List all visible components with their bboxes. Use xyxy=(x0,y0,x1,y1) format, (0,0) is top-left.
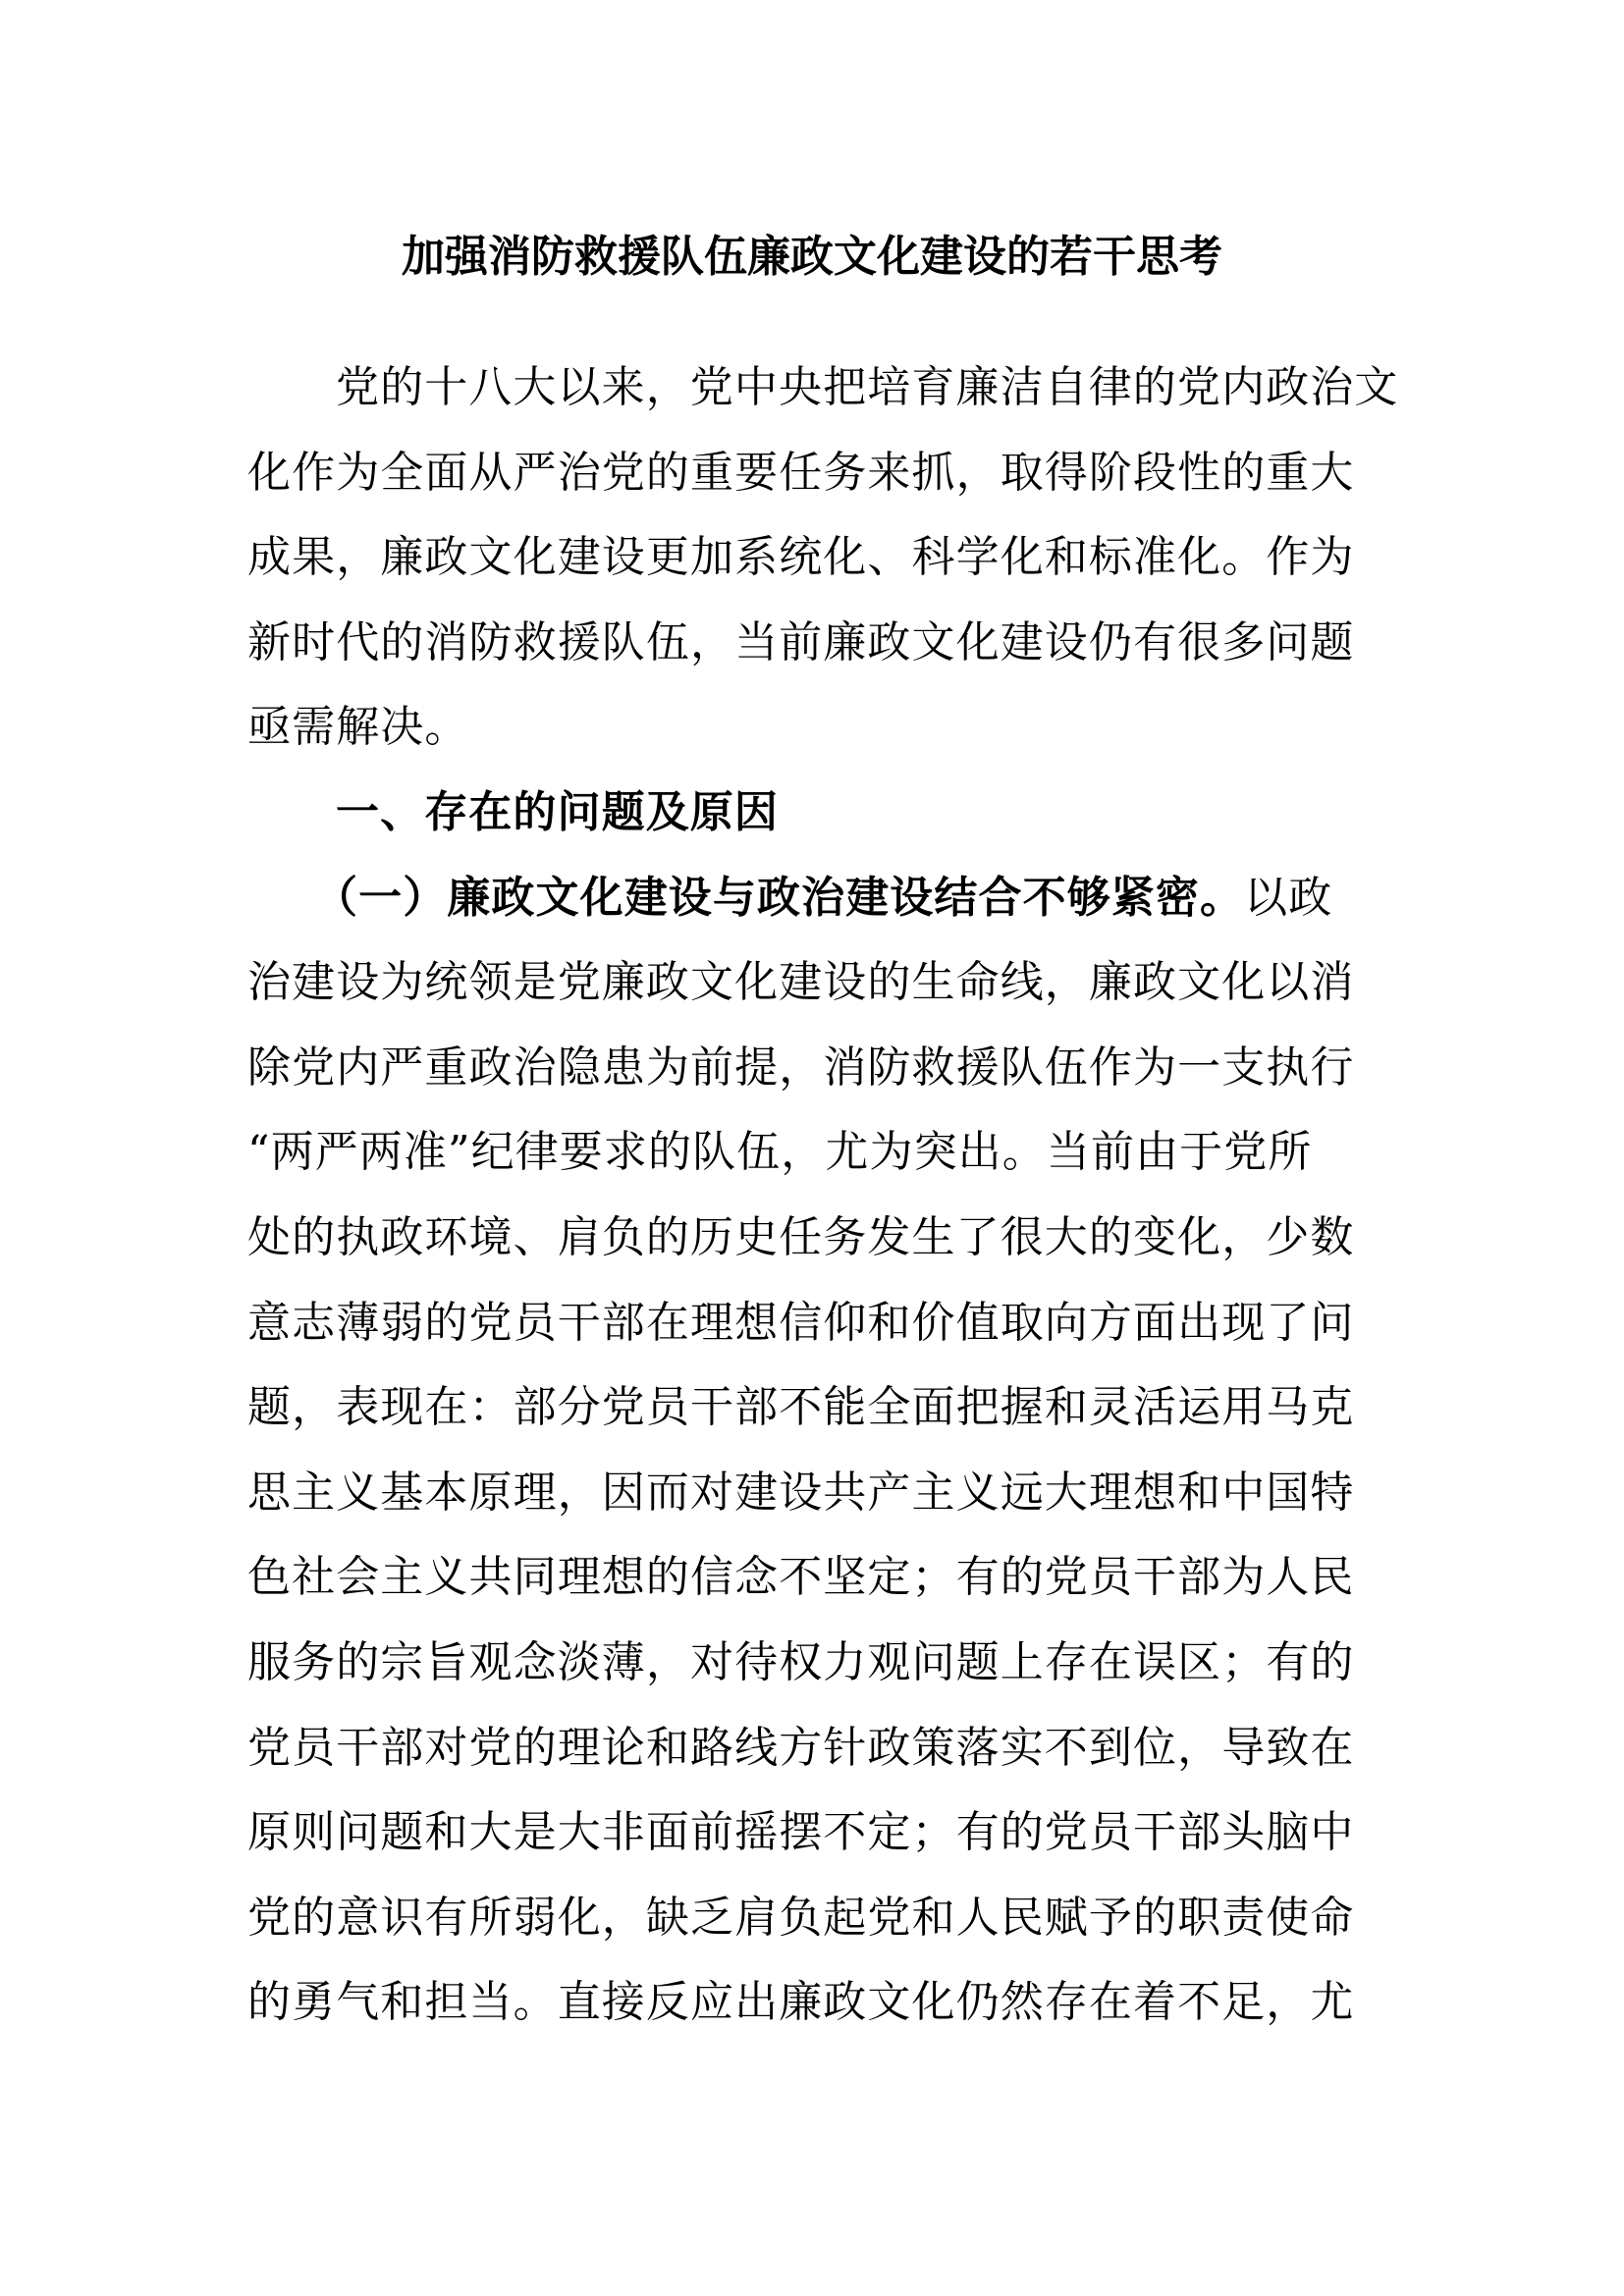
intro-paragraph-line: 成果，廉政文化建设更加系统化、科学化和标准化。作为 xyxy=(247,532,1355,583)
subsection-first-line-text: 以政 xyxy=(1244,872,1333,923)
intro-paragraph-line: 党的十八大以来，党中央把培育廉洁自律的党内政治文 xyxy=(336,362,1399,412)
body-line: 色社会主义共同理想的信念不坚定；有的党员干部为人民 xyxy=(247,1552,1355,1603)
body-line: 党的意识有所弱化，缺乏肩负起党和人民赋予的职责使命 xyxy=(247,1892,1355,1943)
intro-paragraph-line: 新时代的消防救援队伍，当前廉政文化建设仍有很多问题 xyxy=(247,616,1355,667)
body-line: 原则问题和大是大非面前摇摆不定；有的党员干部头脑中 xyxy=(247,1807,1355,1858)
body-line: 服务的宗旨观念淡薄，对待权力观问题上存在误区；有的 xyxy=(247,1636,1355,1687)
body-line: 的勇气和担当。直接反应出廉政文化仍然存在着不足，尤 xyxy=(247,1977,1355,2028)
body-line: 处的执政环境、肩负的历史任务发生了很大的变化，少数 xyxy=(247,1211,1355,1262)
intro-paragraph-line: 化作为全面从严治党的重要任务来抓，取得阶段性的重大 xyxy=(247,447,1355,498)
body-line: 治建设为统领是党廉政文化建设的生命线，廉政文化以消 xyxy=(247,957,1355,1008)
section-heading: 一、存在的问题及原因 xyxy=(336,786,779,837)
document-body xyxy=(247,346,1399,2046)
body-line: 党员干部对党的理论和路线方针政策落实不到位，导致在 xyxy=(247,1722,1355,1773)
document-title: 加强消防救援队伍廉政文化建设的若干思考 xyxy=(402,232,1222,282)
subsection-first-line xyxy=(247,856,1377,941)
body-line: 意志薄弱的党员干部在理想信仰和价值取向方面出现了问 xyxy=(247,1297,1355,1348)
body-line: 思主义基本原理，因而对建设共产主义远大理想和中国特 xyxy=(247,1467,1355,1518)
body-line: 题，表现在：部分党员干部不能全面把握和灵活运用马克 xyxy=(247,1382,1355,1433)
body-line: “两严两准”纪律要求的队伍，尤为突出。当前由于党所 xyxy=(247,1127,1313,1178)
intro-paragraph-line: 亟需解决。 xyxy=(247,702,469,753)
body-line: 除党内严重政治隐患为前提，消防救援队伍作为一支执行 xyxy=(247,1041,1355,1093)
subsection-heading: （一）廉政文化建设与政治建设结合不够紧密。 xyxy=(314,872,1245,923)
